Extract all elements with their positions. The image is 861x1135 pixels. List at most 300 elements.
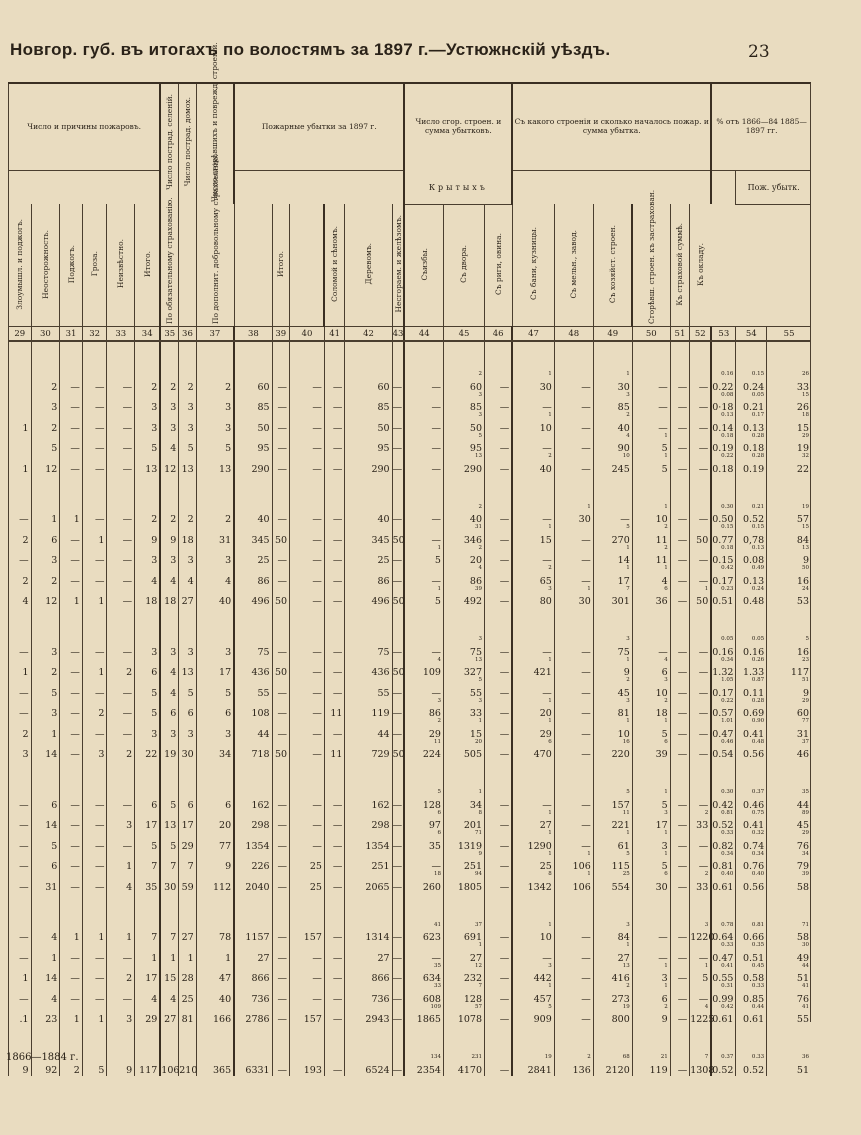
table-cell: — — [485, 872, 513, 893]
table-cell: 0.51 0.23 — [711, 587, 736, 608]
table-cell: — — [690, 505, 712, 526]
table-cell — [9, 372, 32, 393]
sub-value: 1 — [626, 371, 630, 377]
table-cell: 3 — [160, 719, 178, 740]
table-cell: — — [690, 719, 712, 740]
table-cell: — — [324, 790, 345, 811]
column-label: По обязательному страхованію. — [165, 197, 175, 324]
table-cell: — — [670, 699, 689, 720]
sub-value: 2 — [626, 983, 630, 989]
table-cell: 4 — [31, 923, 60, 944]
table-row — [9, 699, 812, 720]
table-cell: 4 — [160, 678, 178, 699]
table-cell: 866 — [234, 964, 272, 985]
table-cell: — — [82, 790, 107, 811]
sub-value: 31 — [475, 524, 482, 530]
table-cell: — — [554, 413, 593, 434]
table-cell: 22 32 — [767, 454, 811, 475]
table-cell: 29 2 — [404, 719, 443, 740]
page-number: 23 — [748, 42, 770, 62]
table-cell: 3 1 — [632, 831, 670, 852]
sub-value: 0.28 — [751, 453, 765, 459]
table-cell: 76 41 — [767, 984, 811, 1005]
table-cell: 1 — [60, 505, 83, 526]
table-cell: — — [60, 658, 83, 679]
column-number: 51 — [670, 327, 689, 342]
table-cell: 12 — [31, 454, 60, 475]
sub-value: 3 — [664, 809, 668, 816]
sub-value: 0.33 — [721, 830, 734, 836]
sub-value: 0.18 — [721, 544, 734, 551]
table-cell: — — [392, 699, 404, 720]
sub-value: 5 — [626, 850, 630, 857]
sub-value: 5 — [805, 636, 809, 642]
table-cell: — — [272, 811, 289, 832]
sub-value: 6 — [548, 738, 552, 745]
sub-value: 13 — [622, 962, 630, 969]
table-cell: — — [690, 852, 712, 873]
table-cell: 7 — [160, 923, 178, 944]
table-cell: — — [554, 699, 593, 720]
sub-value: 2 — [548, 565, 552, 571]
table-cell: 26 15 — [767, 393, 811, 414]
table-cell: 6 — [196, 790, 234, 811]
table-cell: 2 — [31, 566, 60, 587]
sub-value: 71 — [802, 921, 809, 928]
table-cell: — — [82, 964, 107, 985]
table-row — [9, 658, 812, 679]
sub-value: 1 — [664, 962, 668, 969]
table-row — [9, 943, 812, 964]
table-cell: — — [107, 546, 135, 567]
table-cell: 29 — [179, 831, 196, 852]
table-cell: 5 — [135, 831, 161, 852]
table-cell: 2 — [9, 566, 32, 587]
table-cell: 220 16 — [593, 740, 632, 761]
table-cell: 3 — [31, 546, 60, 567]
table-cell: — — [554, 454, 593, 475]
table-cell: 2 — [179, 372, 196, 393]
sub-value: 29 — [802, 830, 809, 836]
table-cell: — — [392, 566, 404, 587]
table-cell: 30 — [179, 740, 196, 761]
table-cell: — — [690, 413, 712, 434]
table-cell: — — [82, 393, 107, 414]
table-cell: — — [290, 678, 325, 699]
table-cell: 106 1 — [554, 852, 593, 873]
table-cell: 20 2 — [443, 546, 484, 567]
table-cell: 260 18 — [404, 872, 443, 893]
table-cell: 50 — [392, 658, 404, 679]
table-cell: 55 — [345, 678, 392, 699]
table-cell: — — [670, 587, 689, 608]
table-cell: — — [593, 505, 632, 526]
sub-value: 0.22 — [721, 453, 734, 459]
sub-value: 1 — [704, 962, 709, 969]
table-cell: 22 — [135, 740, 161, 761]
table-cell: 85 3 — [593, 393, 632, 414]
table-cell: 5 — [160, 831, 178, 852]
sub-value: 0.31 — [721, 983, 734, 989]
table-cell: — — [670, 505, 689, 526]
table-cell: 11 2 — [632, 525, 670, 546]
table-cell: — — [404, 525, 443, 546]
table-cell: 6 1 — [632, 984, 670, 1005]
table-cell: 270 5 — [593, 525, 632, 546]
table-cell: 31 — [31, 872, 60, 893]
table-cell: 75 3 — [593, 637, 632, 658]
table-cell: — — [404, 434, 443, 455]
table-cell: 15 18 — [767, 413, 811, 434]
sub-value: 1 — [548, 371, 552, 377]
table-cell: 6 — [135, 658, 161, 679]
table-cell: — — [324, 923, 345, 944]
group-header-pct-loss: Пож. убытк. — [736, 171, 811, 204]
column-number: 34 — [135, 327, 161, 342]
table-cell: 27 1 — [593, 943, 632, 964]
sub-value: 1 — [626, 942, 630, 948]
sub-value: 1 — [548, 656, 552, 663]
table-cell: 5 1 — [632, 852, 670, 873]
table-cell: 40 2 — [593, 413, 632, 434]
table-cell: 5 — [179, 434, 196, 455]
column-label: Несгораем. и желѣзомъ. — [393, 215, 403, 313]
table-cell: 3 — [160, 393, 178, 414]
group-header-percent: % отъ 1866—84 1885—1897 гг. — [711, 82, 811, 171]
table-cell: 3 — [135, 719, 161, 740]
table-cell: — — [82, 546, 107, 567]
table-cell: — — [60, 699, 83, 720]
table-cell: — — [82, 505, 107, 526]
table-cell: 50 — [392, 740, 404, 761]
table-cell: — — [485, 1055, 513, 1076]
sub-value: 3 — [437, 697, 441, 704]
table-cell: — — [485, 719, 513, 740]
sub-value: 1 — [704, 585, 709, 592]
sub-value: 94 — [475, 871, 482, 877]
table-cell: 0.52 0.81 — [711, 811, 736, 832]
table-cell: 2943 — [345, 1005, 392, 1026]
table-cell: 9 13 — [767, 546, 811, 567]
table-cell: 35 — [135, 872, 161, 893]
sub-value: 1 — [478, 789, 482, 795]
table-cell: — — [690, 434, 712, 455]
table-cell: 1 — [9, 964, 32, 985]
sub-value: 16 — [622, 738, 630, 745]
table-cell: — — [272, 413, 289, 434]
table-cell: 0.52 0.21 — [736, 505, 767, 526]
table-cell: 86 4 — [443, 566, 484, 587]
table-cell: 0.42 0.30 — [711, 790, 736, 811]
sub-value: 1 — [664, 718, 668, 724]
table-cell: 0.64 0.78 — [711, 923, 736, 944]
table-cell: 0.14 0.13 — [711, 413, 736, 434]
table-cell: — — [107, 372, 135, 393]
table-cell: 115 5 — [593, 852, 632, 873]
table-cell: 6 — [160, 699, 178, 720]
table-cell: 6331 — [234, 1055, 272, 1076]
table-cell: 1290 1 — [512, 831, 554, 852]
table-cell: 0.17 1.05 — [711, 678, 736, 699]
table-cell: 51 44 — [767, 964, 811, 985]
sub-value: 5 — [437, 789, 441, 795]
table-cell: — — [554, 984, 593, 1005]
table-cell: 226 — [234, 852, 272, 873]
table-cell: — — [324, 372, 345, 393]
sub-value: 30 — [802, 942, 809, 948]
table-cell: 0.55 0.41 — [711, 964, 736, 985]
table-cell: — — [554, 546, 593, 567]
table-cell: — — [554, 393, 593, 414]
sub-value: 231 — [471, 1054, 482, 1060]
sub-value: 11 — [433, 738, 441, 745]
table-cell: 2 — [160, 505, 178, 526]
table-cell: 27 — [160, 1005, 178, 1026]
table-cell: 4170 231 — [443, 1055, 484, 1076]
table-cell: — — [324, 1055, 345, 1076]
table-cell: — — [272, 699, 289, 720]
table-cell: 20 1 — [512, 699, 554, 720]
sub-value: 50 — [802, 565, 809, 571]
sub-value: 1 — [548, 697, 552, 704]
table-cell: — — [290, 831, 325, 852]
sub-value: 0.34 — [751, 850, 765, 857]
table-cell: 17 1 — [593, 566, 632, 587]
table-cell: 608 33 — [404, 984, 443, 1005]
table-row — [9, 434, 812, 455]
sub-value: 0.37 — [751, 789, 765, 795]
sub-value: 1 — [587, 585, 591, 592]
table-cell: 3 — [179, 719, 196, 740]
table-cell: — — [107, 699, 135, 720]
table-cell: 5 — [196, 678, 234, 699]
sub-value: 1 — [626, 830, 630, 836]
table-cell: 6 — [179, 699, 196, 720]
sub-value: 3 — [626, 921, 630, 928]
table-cell: 5 — [179, 678, 196, 699]
sub-value: 1 — [664, 503, 668, 510]
table-cell: — — [670, 790, 689, 811]
group-header-damage: Пожарные убытки за 1897 г. — [234, 82, 404, 171]
table-row — [9, 1005, 812, 1026]
table-cell: 691 37 — [443, 923, 484, 944]
table-cell: — — [554, 719, 593, 740]
table-cell: — — [290, 454, 325, 475]
sub-value: 0.48 — [751, 738, 765, 745]
table-cell: — — [485, 964, 513, 985]
table-cell: 327 13 — [443, 658, 484, 679]
sub-value: 1 — [664, 983, 668, 989]
table-cell: 17 — [196, 658, 234, 679]
sub-value: 4 — [664, 656, 668, 663]
table-cell: — — [690, 546, 712, 567]
table-cell: 39 6 — [632, 740, 670, 761]
column-number: 45 — [443, 327, 484, 342]
table-cell: 1 — [107, 923, 135, 944]
sub-value: 0.05 — [751, 636, 765, 642]
table-cell: — — [9, 811, 32, 832]
table-cell: — — [107, 454, 135, 475]
table-cell: 1 — [9, 658, 32, 679]
table-cell: — — [324, 566, 345, 587]
sub-value: 6 — [437, 830, 441, 836]
table-cell: 3 1 — [632, 964, 670, 985]
table-cell: — — [107, 719, 135, 740]
table-cell: 301 7 — [593, 587, 632, 608]
table-cell: 44 35 — [767, 790, 811, 811]
sub-value: 25 — [622, 871, 630, 877]
column-number: 36 — [179, 327, 196, 342]
table-cell: — — [512, 434, 554, 455]
table-cell: 0.41 0.90 — [736, 719, 767, 740]
sub-value: 1 — [587, 503, 591, 510]
sub-value: 2 — [664, 697, 668, 704]
table-cell: 25 — [234, 546, 272, 567]
table-cell: — — [670, 1005, 689, 1026]
table-cell: 1 — [60, 923, 83, 944]
table-cell: 3 — [82, 740, 107, 761]
table-cell: .1 — [9, 1005, 32, 1026]
sub-value: 1 — [587, 871, 591, 877]
table-cell: — — [60, 790, 83, 811]
table-cell: 166 — [196, 1005, 234, 1026]
sub-value: 1 — [664, 789, 668, 795]
table-cell: 0.13 0.17 — [736, 413, 767, 434]
sub-value: 0.75 — [751, 809, 765, 816]
table-cell: — — [485, 587, 513, 608]
sub-value: 3 — [478, 412, 482, 418]
table-cell: — — [272, 852, 289, 873]
table-cell: 29 — [135, 1005, 161, 1026]
table-cell: 436 — [345, 658, 392, 679]
column-number: 46 — [485, 327, 513, 342]
table-cell: 4 — [196, 566, 234, 587]
table-cell: — — [9, 637, 32, 658]
sub-value: 2 — [704, 871, 709, 877]
table-cell: 0.18 0.22 — [711, 454, 736, 475]
table-cell: 3 — [160, 637, 178, 658]
table-cell: — — [107, 984, 135, 1005]
table-cell: — — [392, 790, 404, 811]
table-cell: 0.16 0.05 — [711, 637, 736, 658]
table-cell: 11 — [324, 740, 345, 761]
column-number: 44 — [404, 327, 443, 342]
table-cell: — — [60, 637, 83, 658]
column-number: 47 — [512, 327, 554, 342]
table-cell: 86 — [234, 566, 272, 587]
sub-value: 4 — [437, 656, 441, 663]
table-cell: — — [632, 637, 670, 658]
table-cell: 2354 134 — [404, 1055, 443, 1076]
sub-value: 0.13 — [751, 544, 765, 551]
table-cell: — — [82, 984, 107, 1005]
table-cell: — — [485, 546, 513, 567]
table-cell: 2065 — [345, 872, 392, 893]
table-cell: 1354 — [345, 831, 392, 852]
table-cell: 162 — [234, 790, 272, 811]
table-cell: — — [404, 852, 443, 873]
table-cell: — — [324, 872, 345, 893]
table-cell: — — [554, 923, 593, 944]
table-cell: 34 — [196, 740, 234, 761]
table-cell: 290 — [234, 454, 272, 475]
table-cell: — — [324, 1005, 345, 1026]
table-cell: 1 — [107, 852, 135, 873]
table-cell: 50 — [392, 525, 404, 546]
table-cell: — — [272, 984, 289, 1005]
table-cell: — — [82, 678, 107, 699]
table-cell: 0.15 0.18 — [711, 546, 736, 567]
table-cell: 5 — [31, 434, 60, 455]
table-cell: — — [392, 719, 404, 740]
table-cell: — — [632, 393, 670, 414]
column-label: Къ окладу. — [696, 242, 706, 286]
table-cell: 0.56 0.40 — [736, 872, 767, 893]
table-cell: 106 — [160, 1055, 178, 1076]
column-number: 30 — [31, 327, 60, 342]
table-cell: 16 50 — [767, 566, 811, 587]
sub-value: 0.32 — [751, 830, 765, 836]
table-cell: — — [404, 372, 443, 393]
column-number: 37 — [196, 327, 234, 342]
table-cell: — — [632, 372, 670, 393]
table-cell: — — [404, 393, 443, 414]
sub-value: 37 — [475, 921, 482, 928]
table-cell: 1 — [82, 525, 107, 546]
table-cell: — — [392, 546, 404, 567]
table-cell: 12 — [31, 587, 60, 608]
table-cell: — — [272, 719, 289, 740]
column-label: Злоумышл. и поджогъ. — [15, 218, 25, 310]
table-cell: — — [60, 984, 83, 1005]
table-cell: — — [82, 372, 107, 393]
table-cell: 5 1 — [632, 454, 670, 475]
sub-value: 1 — [548, 718, 552, 724]
table-cell: 0.24 0.15 — [736, 372, 767, 393]
table-cell: — — [485, 566, 513, 587]
sub-value: 1 — [626, 565, 630, 571]
table-cell: 157 — [290, 1005, 325, 1026]
table-cell: — — [107, 434, 135, 455]
table-cell: — — [60, 740, 83, 761]
table-cell: — — [632, 923, 670, 944]
table-cell: 0.22 0.16 — [711, 372, 736, 393]
table-cell: 28 — [179, 964, 196, 985]
table-cell: 44 — [345, 719, 392, 740]
table-cell: 492 39 — [443, 587, 484, 608]
table-cell: — — [107, 393, 135, 414]
table-cell: — — [82, 566, 107, 587]
table-cell: 1.33 0.26 — [736, 658, 767, 679]
table-cell: 470 6 — [512, 740, 554, 761]
sub-value: 0.26 — [751, 656, 765, 663]
column-label: Неосторожность. — [40, 229, 50, 299]
sub-value: 41 — [433, 921, 441, 928]
table-cell: 2841 19 — [512, 1055, 554, 1076]
table-cell: 210 — [179, 1055, 196, 1076]
table-cell: 0.47 1.01 — [711, 719, 736, 740]
sub-value: 5 — [626, 789, 630, 795]
table-cell: — — [485, 923, 513, 944]
column-label: Съ бани, кузницы. — [528, 227, 538, 301]
table-cell: 9 — [160, 525, 178, 546]
table-cell: 2 — [107, 658, 135, 679]
table-cell: — — [392, 678, 404, 699]
table-cell: 30 1 — [593, 372, 632, 393]
table-cell: 5 1 — [404, 587, 443, 608]
sub-value: 3 — [478, 636, 482, 642]
sub-value: 3 — [478, 391, 482, 398]
